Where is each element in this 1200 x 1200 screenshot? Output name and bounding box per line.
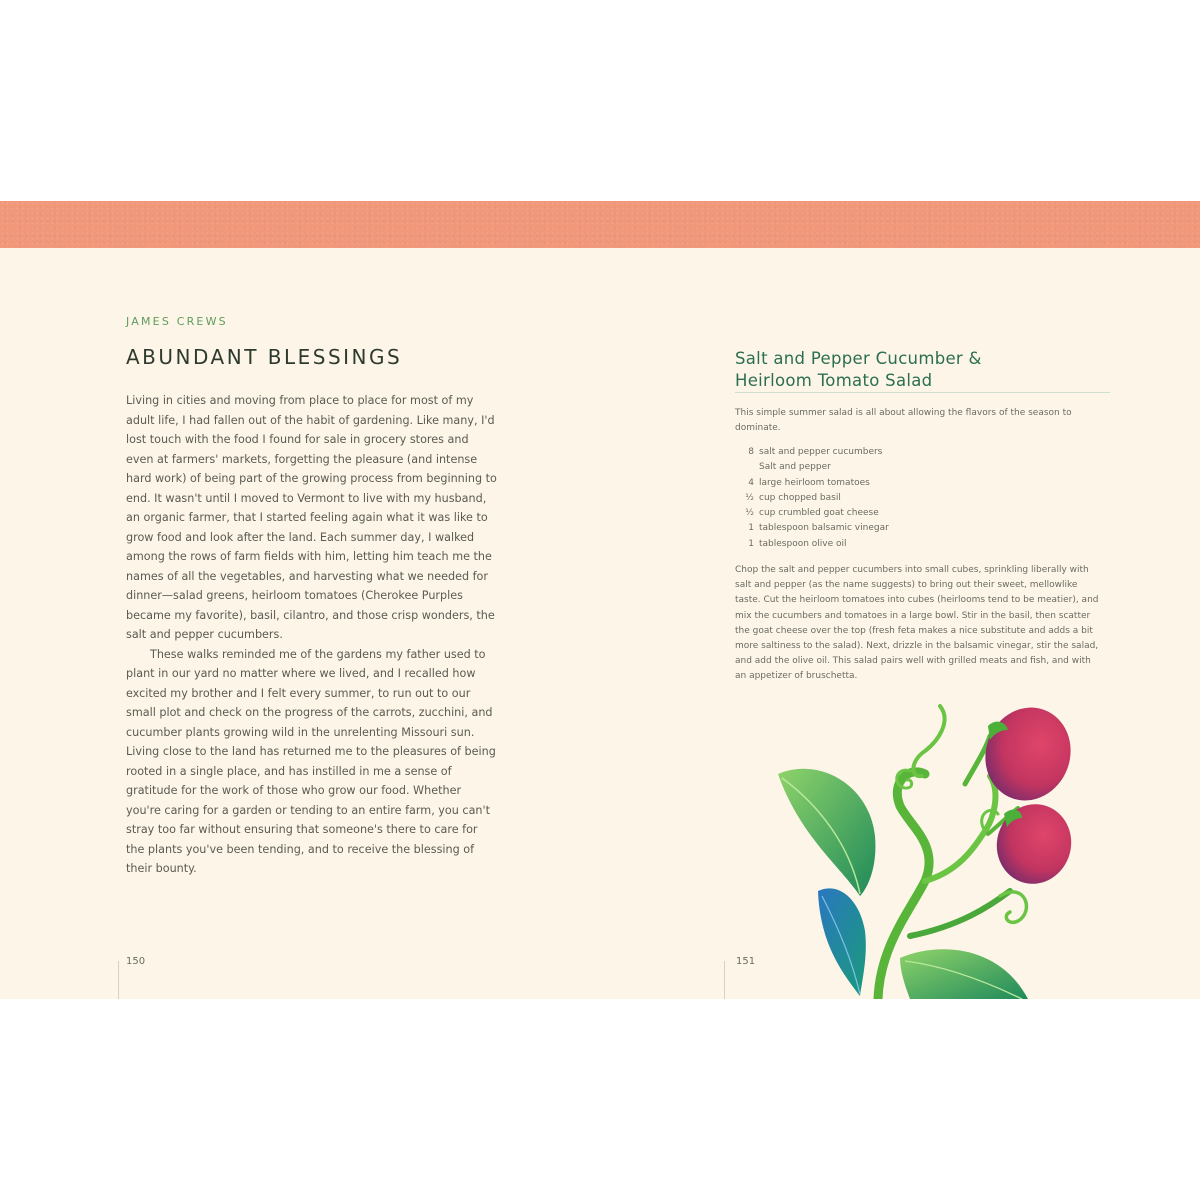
ingredient-quantity: ½ [745, 508, 754, 519]
left-page-edge-line [118, 961, 119, 999]
green-leaf [900, 949, 1028, 999]
ingredient-quantity [735, 460, 759, 475]
ingredient-quantity: 8 [748, 447, 754, 457]
ingredient-item [735, 460, 1095, 475]
author-name: JAMES CREWS [126, 315, 228, 328]
essay-paragraph: Living in cities and moving from place to place for most of my adult life, I had fallen out of the habit of gardening. Like many, I'd lost touch with the food I found for sale in grocery stores and even at farmers' markets, forgetting the pleasure (and intense hard work) of being part of the growing process from beginning to end. It wasn't until I moved to Vermont to live with my husband, an organic farmer, that I started feeling again what it was like to grow food and look after the land. Each summer day, I walked among the rows of farm fields with him, letting him teach me the names of all the vegetables, and harvesting what we needed for dinner—salad greens, heirloom tomatoes (Cherokee Purples became my favorite), basil, cilantro, and those crisp wonders, the salt and pepper cucumbers. [126, 394, 497, 641]
ingredient-item [735, 506, 1095, 521]
ingredient-quantity: 4 [748, 477, 754, 488]
ingredient-name: salt and pepper cucumbers [759, 447, 883, 457]
green-leaf [778, 769, 875, 896]
recipe-intro: This simple summer salad is all about allowing the flavors of the season to dominate. [735, 408, 1072, 433]
ingredient-name: large heirloom tomatoes [759, 477, 870, 488]
left-page-number: 150 [126, 956, 146, 967]
center-gutter-line [724, 961, 725, 999]
ingredient-item [735, 491, 1095, 506]
ingredient-name: tablespoon olive oil [759, 538, 847, 549]
recipe-title-rule [735, 392, 1110, 393]
right-page-number: 151 [736, 956, 756, 967]
ingredient-item [735, 537, 1095, 552]
recipe-method: Chop the salt and pepper cucumbers into small cubes, sprinkling liberally with salt and pepper (as the name suggests) to bring out their sweet, mellowlike taste. Cut the heirloom tomatoes into cubes (heirlooms tend to be meatier), and mix the cucumbers and tomatoes in a large bowl. Stir in the basil, then scatter the goat cheese over the top (fresh feta makes a nice substitute and adds a bit more saltiness to the salad). Next, drizzle in the balsamic vinegar, stir the salad, and add the olive oil. This salad pairs well with grilled meats and fish, and with an appetizer of bruschetta. [735, 565, 1099, 682]
ingredient-item [735, 476, 1095, 491]
ingredient-quantity: 1 [748, 538, 754, 549]
recipe-title-line: Salt and Pepper Cucumber & [735, 349, 982, 368]
ingredient-item [735, 521, 1095, 536]
essay-body [126, 391, 498, 879]
ingredient-quantity: ½ [745, 492, 754, 503]
cucumber-vine-illustration [760, 696, 1080, 999]
essay-title: ABUNDANT BLESSINGS [126, 345, 403, 369]
book-spread [0, 201, 1200, 999]
blue-leaf [818, 888, 866, 996]
recipe-title-line: Heirloom Tomato Salad [735, 371, 933, 390]
ingredient-name: Salt and pepper [759, 462, 831, 473]
recipe-title [735, 348, 1115, 392]
red-fruit [972, 696, 1080, 813]
ingredient-quantity: 1 [748, 523, 754, 534]
essay-paragraph: These walks reminded me of the gardens my father used to plant in our yard no matter where we lived, and I recalled how excited my brother and I felt every summer, to run out to our small plot and check on the progress of the carrots, zucchini, and cucumber plants growing wild in the unrelenting Missouri sun. Living close to the land has returned me to the pleasures of being rooted in a single place, and has instilled in me a sense of gratitude for the work of those who grow our food. Whether you're caring for a garden or tending to an entire farm, you can't stray too far without ensuring that someone's there to care for the plants you've been tending, and to receive the blessing of their bounty. [126, 647, 496, 875]
vine-stem [910, 891, 1010, 936]
red-fruit [988, 796, 1080, 892]
ingredient-item [735, 445, 1095, 460]
ingredient-name: cup chopped basil [759, 492, 841, 503]
ingredient-name: tablespoon balsamic vinegar [759, 523, 889, 534]
decorative-top-band [0, 201, 1200, 248]
vine-tendril [913, 706, 944, 776]
ingredient-name: cup crumbled goat cheese [759, 508, 879, 519]
ingredient-list [735, 445, 1095, 552]
